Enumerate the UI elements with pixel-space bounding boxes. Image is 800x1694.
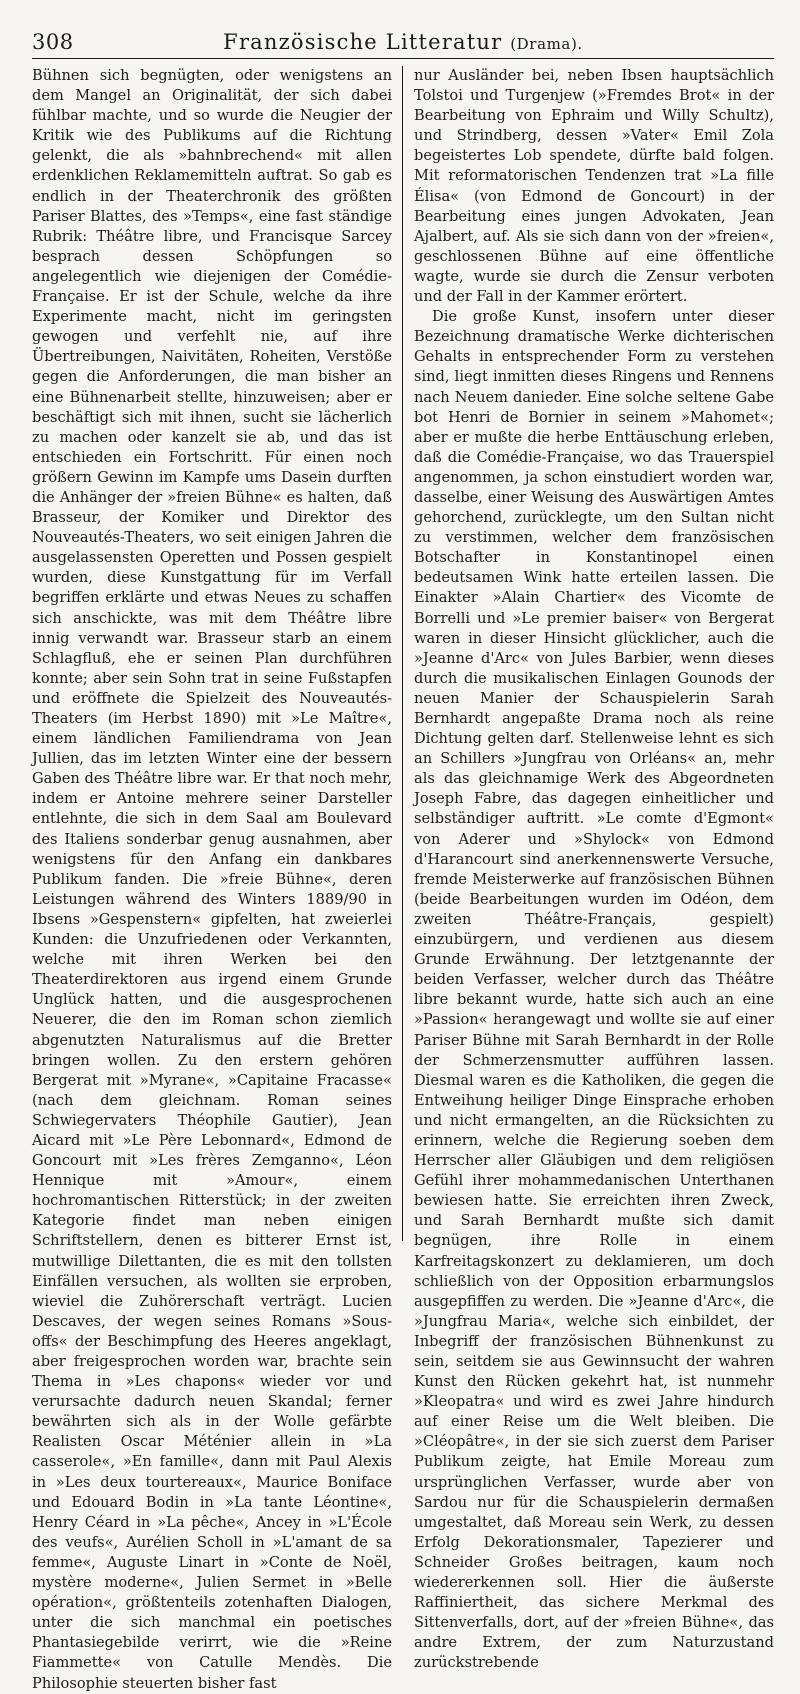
page-header	[32, 28, 774, 59]
left-column	[32, 66, 392, 1692]
paragraph: Bühnen sich begnügten, oder wenigstens an dem Mangel an Originalität, der sich dabei fühlbar machte, und so wurde die Neugier der Kritik wie des Publikums auf die Richtung gelenkt, die als »bahnbrechend« mit allen erdenklichen Reklamemitteln auftrat. So gab es endlich in der Theaterchronik des größten Pariser Blattes, des »Temps«, eine fast ständige Rubrik: Théâtre libre, und Francisque Sarcey besprach dessen Schöpfungen so angelegentlich wie diejenigen der Comédie-Française. Er ist der Schule, welche da ihre Experimente macht, nicht im geringsten gewogen und verfehlt nie, auf ihre Übertreibungen, Naivitäten, Roheiten, Verstöße gegen die Anforderungen, die man bisher an eine Bühnenarbeit stellte, hinzuweisen; aber er beschäftigt sich mit ihnen, sucht sie lächerlich zu machen oder kanzelt sie ab, und das ist entschieden ein Fortschritt. Für einen noch größern Gewinn im Kampfe ums Dasein durften die Anhänger der »freien Bühne« es halten, daß Brasseur, der Komiker und Direktor des Nouveautés-Theaters, wo seit einigen Jahren die ausgelassensten Operetten und Possen gespielt wurden, diese Kunstgattung für im Verfall begriffen erklärte und etwas Neues zu schaffen sich anschickte, was mit dem Théâtre libre innig verwandt war. Brasseur starb an einem Schlagfluß, ehe er seinen Plan durchführen konnte; aber sein Sohn trat in seine Fußstapfen und eröffnete die Spielzeit des Nouveautés-Theaters (im Herbst 1890) mit »Le Maître«, einem ländlichen Familiendrama von Jean Jullien, das im letzten Winter eine der bessern Gaben des Théâtre libre war. Er that noch mehr, indem er Antoine mehrere seiner Darsteller entlehnte, die sich in dem Saal am Boulevard des Italiens sonderbar genug ausnahmen, aber wenigstens für den Anfang ein dankbares Publikum fanden. Die »freie Bühne«, deren Leistungen während des Winters 1889/90 in Ibsens »Gespenstern« gipfelten, hat zweierlei Kunden: die Unzufriedenen oder Verkannten, welche mit ihren Werken bei den Theaterdirektoren aus irgend einem Grunde Unglück hatten, und die ausgesprochenen Neuerer, die den im Roman schon ziemlich abgenutzten Naturalismus auf die Bretter bringen wollen. Zu den erstern gehören Bergerat mit »Myrane«, »Capitaine Fracasse« (nach dem gleichnam. Roman seines Schwiegervaters Théophile Gautier), Jean Aicard mit »Le Père Lebonnard«, Edmond de Goncourt mit »Les frères Zemganno«, Léon Hennique mit »Amour«, einem hochromantischen Ritterstück; in der zweiten Kategorie findet man neben einigen Schriftstellern, denen es bitterer Ernst ist, mutwillige Dilettanten, die es mit den tollsten Einfällen versuchen, als wollten sie erproben, wieviel die Zuhörerschaft verträgt. Lucien Descaves, der wegen seines Romans »Sous-offs« der Beschimpfung des Heeres angeklagt, aber freigesprochen worden war, brachte sein Thema in »Les chapons« wieder vor und verursachte dadurch neuen Skandal; ferner bewährten sich als in der Wolle gefärbte Realisten Oscar Méténier allein in »La casserole«, »En famille«, dann mit Paul Alexis in »Les deux tourtereaux«, Maurice Boniface und Edouard Bodin in »La tante Léontine«, Henry Céard in »La pêche«, Ancey in »L'École des veufs«, Aurélien Scholl in »L'amant de sa femme«, Auguste Linart in »Conte de Noël, mystère moderne«, Julien Sermet in »Belle opération«, größtenteils zotenhaften Dialogen, unter die sich manchmal ein poetisches Phantasiegebilde verirrt, wie die »Reine Fiammette« von Catulle Mendès. Die Philosophie steuerten bisher fast	[32, 67, 392, 1692]
running-title-sub: (Drama).	[510, 35, 583, 53]
text-columns	[32, 66, 774, 1692]
page-number: 308	[32, 30, 74, 54]
paragraph: Die große Kunst, insofern unter dieser Bezeichnung dramatische Werke dichterischen Gehalts in entsprechender Form zu verstehen sind, liegt inmitten dieses Ringens und Rennens nach Neuem danieder. Eine solche seltene Gabe bot Henri de Bornier in seinem »Mahomet«; aber er mußte die herbe Enttäuschung erleben, daß die Comédie-Française, wo das Trauerspiel angenommen, ja schon einstudiert worden war, dasselbe, einer Weisung des Auswärtigen Amtes gehorchend, zurücklegte, um den Sultan nicht zu verstimmen, welcher dem französischen Botschafter in Konstantinopel einen bedeutsamen Wink hatte erteilen lassen. Die Einakter »Alain Chartier« des Vicomte de Borrelli und »Le premier baiser« von Bergerat waren in dieser Hinsicht glücklicher, auch die »Jeanne d'Arc« von Jules Barbier, wenn dieses durch die musikalischen Einlagen Gounods der neuen Manier der Schauspielerin Sarah Bernhardt angepaßte Drama noch als reine Dichtung gelten darf. Stellenweise lehnt es sich an Schillers »Jungfrau von Orléans« an, mehr als das gleichnamige Werk des Abgeordneten Joseph Fabre, das dagegen einheitlicher und selbständiger auftritt. »Le comte d'Egmont« von Aderer und »Shylock« von Edmond d'Harancourt sind anerkennenswerte Versuche, fremde Meisterwerke auf französischen Bühnen (beide Bearbeitungen wurden im Odéon, dem zweiten Théâtre-Français, gespielt) einzubürgern, und verdienen aus diesem Grunde Erwähnung. Der letztgenannte der beiden Verfasser, welcher durch das Théâtre libre bekannt wurde, hatte sich auch an eine »Passion« herangewagt und wollte sie auf einer Pariser Bühne mit Sarah Bernhardt in der Rolle der Schmerzensmutter aufführen lassen. Diesmal waren es die Katholiken, die gegen die Entweihung heiliger Dinge Einsprache erhoben und nicht ermangelten, an die Rücksichten zu erinnern, welche die Regierung soeben dem Herrscher aller Gläubigen und dem religiösen Gefühl ihrer mohammedanischen Unterthanen bewiesen hatte. Sie erreichten ihren Zweck, und Sarah Bernhardt mußte sich damit begnügen, ihre Rolle in einem Karfreitagskonzert zu deklamieren, um doch schließlich von der Opposition erbarmungslos ausgepfiffen zu werden. Die »Jeanne d'Arc«, die »Jungfrau Maria«, welche sich einbildet, der Inbegriff der französischen Bühnenkunst zu sein, seitdem sie aus Gewinnsucht der wahren Kunst den Rücken gekehrt hat, ist nunmehr »Kleopatra« und wird es zwei Jahre hindurch auf einer Reise um die Welt bleiben. Die »Cléopâtre«, in der sie sich zuerst dem Pariser Publikum zeigte, hat Emile Moreau zum ursprünglichen Verfasser, wurde aber von Sardou nur für die Schauspielerin dermaßen umgestaltet, daß Moreau sein Werk, zu dessen Erfolg Dekorationsmaler, Tapezierer und Schneider Großes beitragen, kaum noch wiedererkennen soll. Hier die äußerste Raffiniertheit, das sichere Merkmal des Sittenverfalls, dort, auf der »freien Bühne«, das andre Extrem, der zum Naturzustand zurückstrebende	[414, 308, 774, 1672]
right-column	[414, 66, 774, 1672]
paragraph: nur Ausländer bei, neben Ibsen hauptsächlich Tolstoi und Turgenjew (»Fremdes Brot« in der Bearbeitung von Ephraim und Willy Schultz), und Strindberg, dessen »Vater« Emil Zola begeistertes Lob spendete, dürfte bald folgen. Mit reformatorischen Tendenzen trat »La fille Élisa« (von Edmond de Goncourt) in der Bearbeitung eines jungen Advokaten, Jean Ajalbert, auf. Als sie sich dann von der »freien«, geschlossenen Bühne auf eine öffentliche wagte, wurde sie durch die Zensur verboten und der Fall in der Kammer erörtert.	[414, 67, 774, 306]
running-title	[32, 30, 774, 54]
column-divider	[402, 66, 403, 1241]
running-title-main: Französische Litteratur	[223, 30, 503, 54]
